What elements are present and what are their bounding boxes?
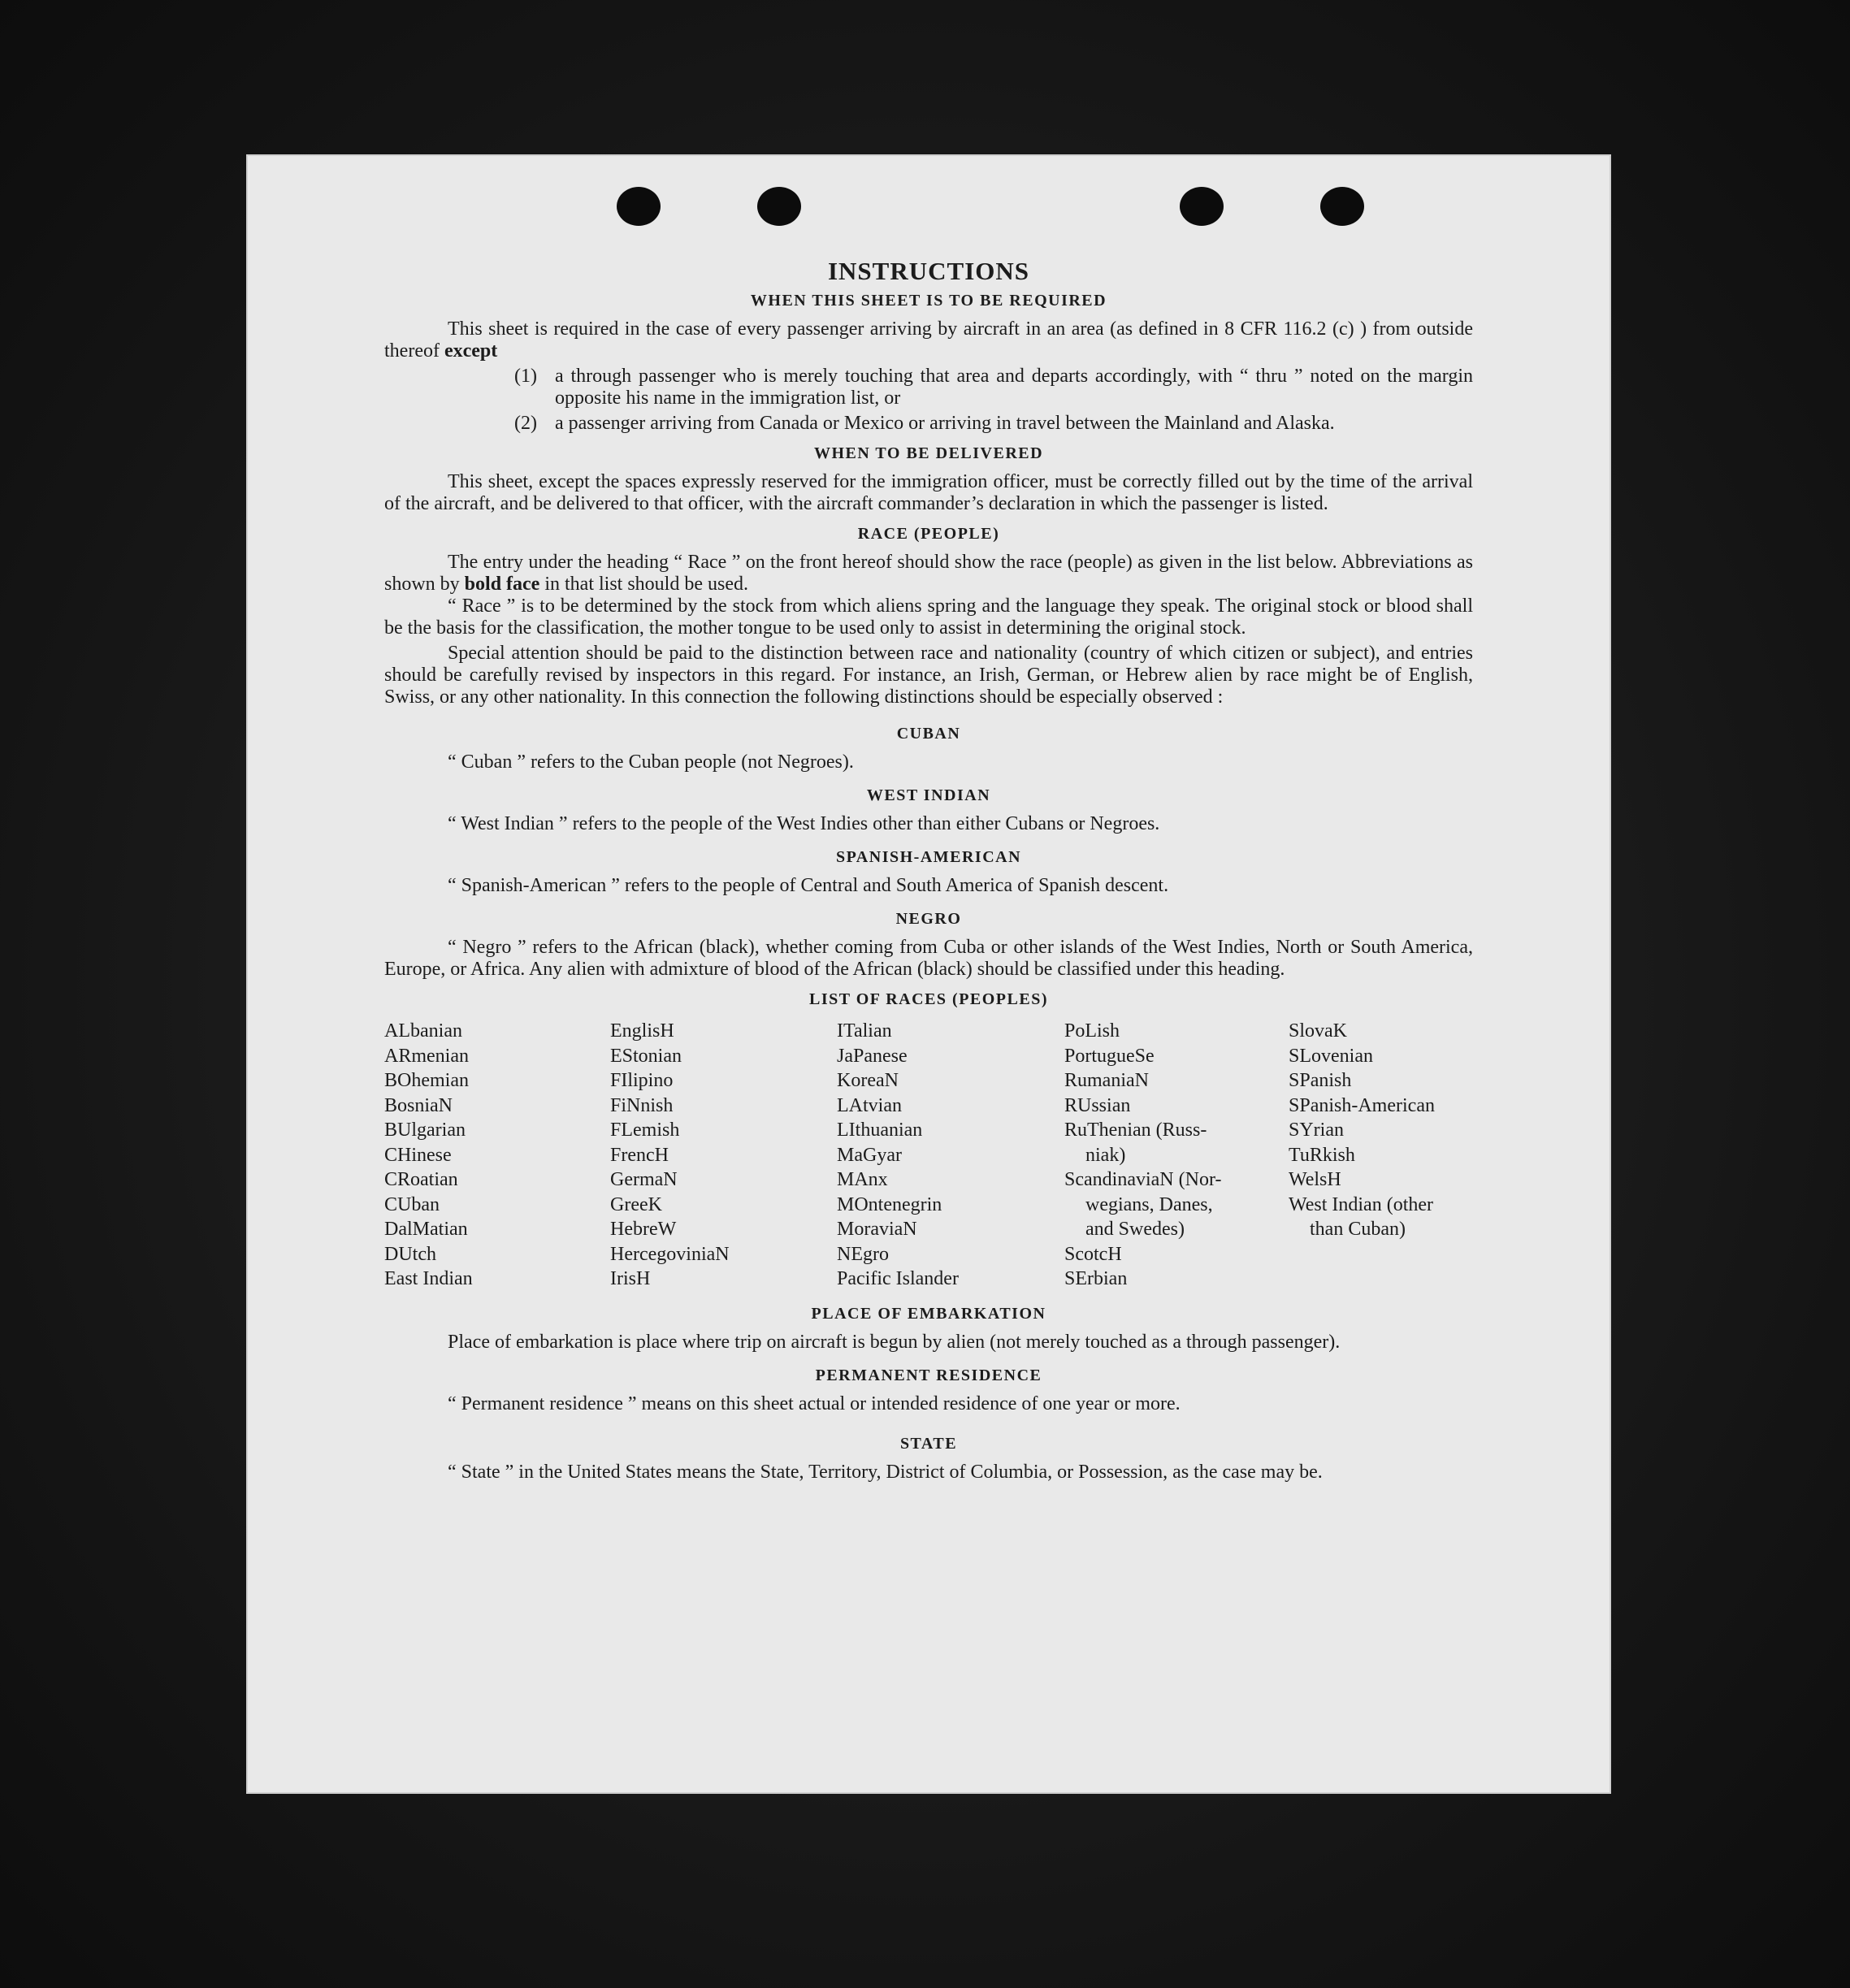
race-entry: than Cuban) bbox=[1310, 1219, 1406, 1240]
race-column bbox=[1289, 1019, 1473, 1292]
section-heading-race: RACE (PEOPLE) bbox=[857, 525, 1000, 543]
state-text: “ State ” in the United States means the State, Territory, District of Columbia, or Possession, as the case may be. bbox=[448, 1461, 1323, 1483]
race-entry: ALbanian bbox=[384, 1020, 462, 1042]
race-entry: SErbian bbox=[1064, 1268, 1128, 1289]
definition-text: “ Negro ” refers to the African (black), whether coming from Cuba or other islands of the West Indies, North or South America, Europe, or Africa. Any alien with admixture of blood of the African (black) should be classified under this heading. bbox=[384, 937, 1473, 980]
embarkation-text: Place of embarkation is place where trip on aircraft is begun by alien (not merely touched as a through passenger). bbox=[448, 1331, 1341, 1353]
required-intro: This sheet is required in the case of every passenger arriving by aircraft in an area (as defined in 8 CFR 116.2 (c) ) from outside thereof except bbox=[384, 318, 1473, 362]
race-entry: SPanish-American bbox=[1289, 1094, 1435, 1116]
definition-heading: CUBAN bbox=[896, 725, 961, 743]
race-entry: BosniaN bbox=[384, 1094, 453, 1116]
race-entry: GermaN bbox=[610, 1169, 678, 1190]
race-column bbox=[384, 1019, 610, 1292]
race-entry: SlovaK bbox=[1289, 1020, 1347, 1042]
race-entry: FrencH bbox=[610, 1144, 669, 1166]
residence-text: “ Permanent residence ” means on this sheet actual or intended residence of one year or more. bbox=[448, 1392, 1181, 1414]
race-list bbox=[384, 1019, 1473, 1292]
race-entry: KoreaN bbox=[837, 1070, 899, 1091]
race-entry: BUlgarian bbox=[384, 1120, 466, 1141]
race-paragraph: The entry under the heading “ Race ” on the front hereof should show the race (people) as given in the list below. Abbreviations as shown by bold face in that list should be used. bbox=[384, 552, 1473, 595]
definition-text: “ Spanish-American ” refers to the people of Central and South America of Spanish descent. bbox=[448, 875, 1169, 896]
punch-hole bbox=[1320, 187, 1364, 226]
race-entry: SLovenian bbox=[1289, 1045, 1373, 1067]
definition-text: “ Cuban ” refers to the Cuban people (not Negroes). bbox=[448, 751, 854, 773]
race-entry: BOhemian bbox=[384, 1070, 469, 1091]
race-entry: DalMatian bbox=[384, 1219, 468, 1240]
race-entry: NEgro bbox=[837, 1243, 889, 1265]
race-entry: SPanish bbox=[1289, 1070, 1352, 1091]
race-entry: TuRkish bbox=[1289, 1144, 1355, 1166]
section-heading-delivered: WHEN TO BE DELIVERED bbox=[813, 444, 1044, 462]
race-entry: MOntenegrin bbox=[837, 1193, 942, 1215]
exception-item: (2) a passenger arriving from Canada or Mexico or arriving in travel between the Mainland and Alaska. bbox=[514, 413, 1335, 434]
punch-hole bbox=[757, 187, 801, 226]
definition-heading: NEGRO bbox=[895, 910, 962, 928]
race-entry: CUban bbox=[384, 1193, 440, 1215]
residence-heading: PERMANENT RESIDENCE bbox=[815, 1366, 1042, 1384]
race-paragraph: “ Race ” is to be determined by the stock from which aliens spring and the language they speak. The original stock or blood shall be the basis for the classification, the mother tongue to be used only to assist in determining the original stock. bbox=[384, 596, 1473, 639]
race-entry: SYrian bbox=[1289, 1120, 1344, 1141]
race-entry: HebreW bbox=[610, 1219, 677, 1240]
race-entry: Pacific Islander bbox=[837, 1268, 959, 1289]
definition-text: “ West Indian ” refers to the people of the West Indies other than either Cubans or Negroes. bbox=[448, 813, 1160, 834]
race-entry: RumaniaN bbox=[1064, 1070, 1149, 1091]
punch-hole bbox=[1180, 187, 1224, 226]
race-entry: PortugueSe bbox=[1064, 1045, 1155, 1067]
race-entry: JaPanese bbox=[837, 1045, 908, 1067]
race-entry: EnglisH bbox=[610, 1020, 674, 1042]
state-heading: STATE bbox=[899, 1434, 958, 1453]
race-entry: WelsH bbox=[1289, 1169, 1341, 1190]
race-entry: ITalian bbox=[837, 1020, 892, 1042]
race-entry: LAtvian bbox=[837, 1094, 902, 1116]
section-heading-required: WHEN THIS SHEET IS TO BE REQUIRED bbox=[750, 292, 1107, 310]
exception-item: (1) a through passenger who is merely touching that area and departs accordingly, with “ thru ” noted on the margin opposite his name in the immigration list, or bbox=[514, 366, 1473, 409]
race-column bbox=[610, 1019, 837, 1292]
race-entry: IrisH bbox=[610, 1268, 651, 1289]
race-entry: CHinese bbox=[384, 1144, 452, 1166]
race-entry: East Indian bbox=[384, 1268, 473, 1289]
race-entry: FLemish bbox=[610, 1120, 680, 1141]
race-entry: FiNnish bbox=[610, 1094, 674, 1116]
definition-heading: WEST INDIAN bbox=[866, 786, 991, 804]
race-paragraph: Special attention should be paid to the distinction between race and nationality (country of which citizen or subject), and entries should be carefully revised by inspectors in this regard. For instance, an Irish, German, or Hebrew alien by race might be of English, Swiss, or any other nationality. In this connection the following distinctions should be especially observed : bbox=[384, 643, 1473, 708]
document-page bbox=[246, 154, 1611, 1794]
punch-hole bbox=[617, 187, 661, 226]
race-entry: West Indian (other bbox=[1289, 1193, 1434, 1215]
race-entry: MoraviaN bbox=[837, 1219, 917, 1240]
race-entry: niak) bbox=[1085, 1144, 1126, 1166]
definition-heading: SPANISH-AMERICAN bbox=[835, 848, 1022, 866]
race-entry: ARmenian bbox=[384, 1045, 469, 1067]
race-entry: GreeK bbox=[610, 1193, 662, 1215]
race-entry: wegians, Danes, bbox=[1085, 1193, 1213, 1215]
race-entry: HercegoviniaN bbox=[610, 1243, 730, 1265]
page-title: INSTRUCTIONS bbox=[827, 257, 1029, 285]
races-heading: LIST OF RACES (PEOPLES) bbox=[808, 990, 1048, 1008]
race-entry: DUtch bbox=[384, 1243, 436, 1265]
race-entry: and Swedes) bbox=[1085, 1219, 1185, 1240]
race-entry: CRoatian bbox=[384, 1169, 458, 1190]
embarkation-heading: PLACE OF EMBARKATION bbox=[811, 1304, 1046, 1323]
race-entry: FIlipino bbox=[610, 1070, 674, 1091]
race-entry: MaGyar bbox=[837, 1144, 902, 1166]
race-entry: ScotcH bbox=[1064, 1243, 1122, 1265]
instructions-body bbox=[384, 257, 1473, 1483]
race-entry: ScandinaviaN (Nor- bbox=[1064, 1169, 1222, 1190]
race-entry: RUssian bbox=[1064, 1094, 1131, 1116]
race-entry: MAnx bbox=[837, 1169, 888, 1190]
race-entry: PoLish bbox=[1064, 1020, 1120, 1042]
race-column bbox=[1064, 1019, 1289, 1292]
race-entry: RuThenian (Russ- bbox=[1064, 1120, 1207, 1141]
race-entry: EStonian bbox=[610, 1045, 682, 1067]
delivered-text: This sheet, except the spaces expressly reserved for the immigration officer, must be correctly filled out by the time of the arrival of the aircraft, and be delivered to that officer, with the aircraft commander’s declaration in which the passenger is listed. bbox=[384, 471, 1473, 514]
race-column bbox=[837, 1019, 1064, 1292]
race-entry: LIthuanian bbox=[837, 1120, 923, 1141]
